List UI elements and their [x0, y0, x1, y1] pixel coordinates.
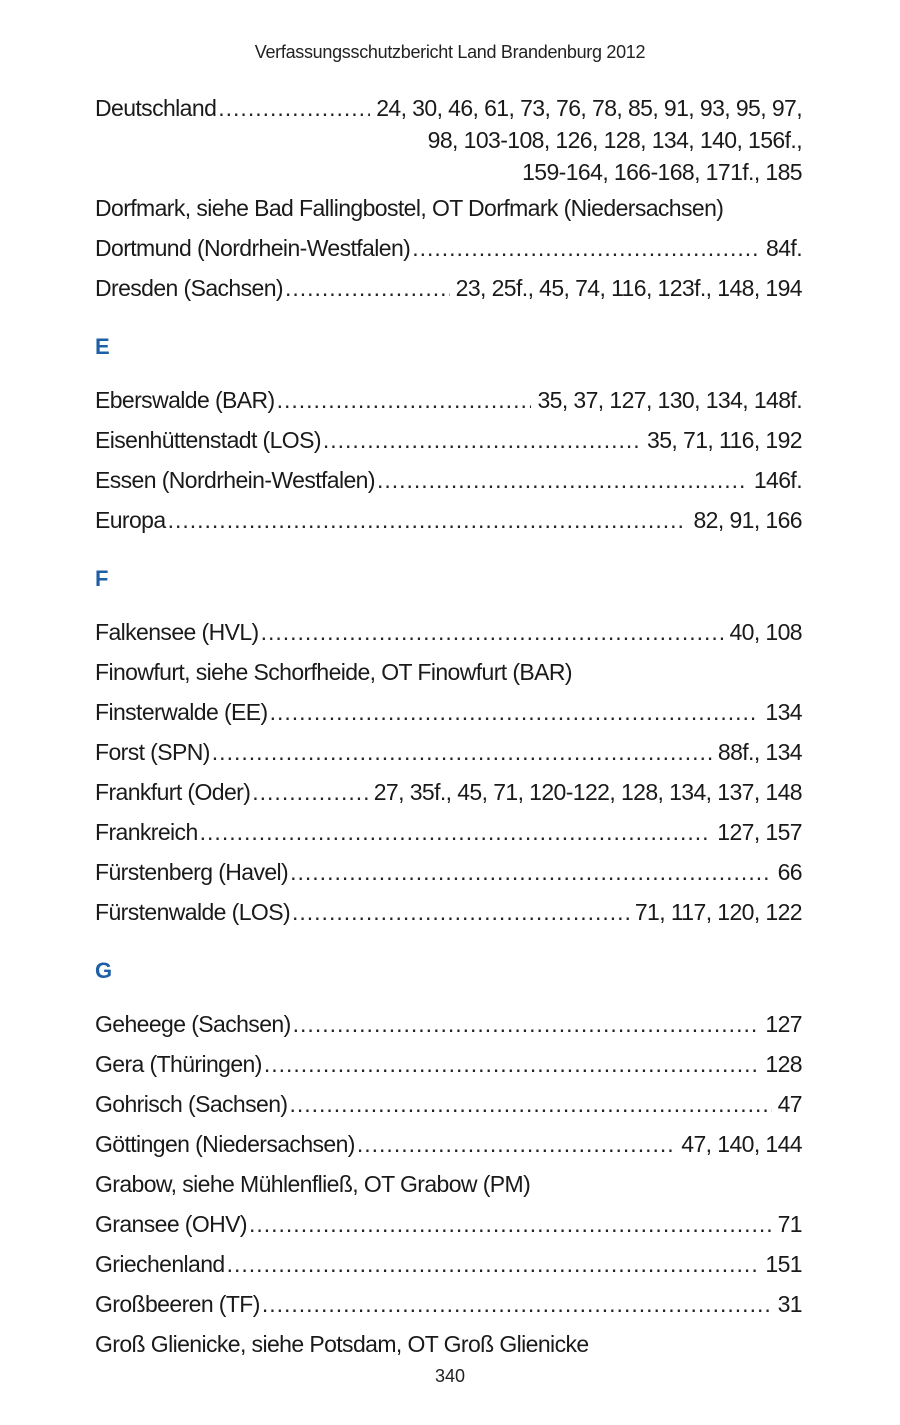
entry-name: Essen (Nordrhein-Westfalen): [95, 467, 375, 493]
index-entry: [95, 812, 802, 852]
dot-leader: [290, 852, 771, 892]
index-entry-crossref: Finowfurt, siehe Schorfheide, OT Finowfurt (BAR): [95, 659, 572, 685]
index-entry: [95, 1284, 802, 1324]
index-entry: [95, 1004, 802, 1044]
dot-leader: [412, 228, 760, 268]
index-entry: [95, 1044, 802, 1084]
index-entry-deutschland: [95, 88, 802, 188]
entry-name: Europa: [95, 507, 166, 533]
index-entry: [95, 892, 802, 932]
entry-pages: 47, 140, 144: [681, 1131, 802, 1157]
entry-pages: 66: [777, 859, 802, 885]
dot-leader: [218, 88, 370, 128]
index-entry: [95, 732, 802, 772]
index-entry: [95, 612, 802, 652]
entry-pages: 35, 71, 116, 192: [647, 427, 802, 453]
entry-name: Geheege (Sachsen): [95, 1011, 291, 1037]
entry-pages: 127, 157: [717, 819, 802, 845]
dot-leader: [323, 420, 641, 460]
pages-line: 159-164, 166-168, 171f., 185: [522, 159, 802, 185]
running-header: Verfassungsschutzbericht Land Brandenburg 2012: [254, 42, 646, 62]
dot-leader: [249, 1204, 772, 1244]
page-number: 340: [434, 1366, 466, 1386]
index-entry: [95, 460, 802, 500]
entry-name: Göttingen (Niedersachsen): [95, 1131, 355, 1157]
entry-name: Gransee (OHV): [95, 1211, 247, 1237]
dot-leader: [289, 1084, 771, 1124]
index-entry: [95, 380, 802, 420]
entry-name: Eberswalde (BAR): [95, 387, 275, 413]
entry-pages: 128: [765, 1051, 802, 1077]
entry-name: Falkensee (HVL): [95, 619, 259, 645]
index-entry: [95, 852, 802, 892]
index-entry: [95, 692, 802, 732]
index-entry-dortmund: [95, 228, 802, 268]
entry-pages: 146f.: [753, 467, 802, 493]
entry-pages: 84f.: [766, 235, 802, 261]
index-entry-crossref: Grabow, siehe Mühlenfließ, OT Grabow (PM): [95, 1171, 531, 1197]
entry-pages: 71, 117, 120, 122: [634, 899, 802, 925]
entry-name: Fürstenberg (Havel): [95, 859, 289, 885]
dot-leader: [285, 268, 450, 308]
entry-name: Dortmund (Nordrhein-Westfalen): [95, 235, 411, 261]
index-sections: [95, 334, 802, 1364]
entry-pages: 71: [777, 1211, 802, 1237]
entry-pages: 151: [765, 1251, 802, 1277]
entry-pages: 35, 37, 127, 130, 134, 148f.: [537, 387, 802, 413]
entry-name: Gohrisch (Sachsen): [95, 1091, 288, 1117]
entry-pages: 88f., 134: [717, 739, 802, 765]
pages-line: 24, 30, 46, 61, 73, 76, 78, 85, 91, 93, 95, 97,: [376, 95, 802, 121]
index-entry: [95, 772, 802, 812]
index-entry-dresden: [95, 268, 802, 308]
entry-name: Großbeeren (TF): [95, 1291, 260, 1317]
index-entry-crossref: Groß Glienicke, siehe Potsdam, OT Groß Glienicke: [95, 1331, 589, 1357]
dot-leader: [212, 732, 712, 772]
entry-name: Dresden (Sachsen): [95, 275, 283, 301]
entry-pages: 127: [765, 1011, 802, 1037]
section-letter-e: E: [95, 334, 110, 359]
entry-name: Eisenhüttenstadt (LOS): [95, 427, 321, 453]
entry-pages: 27, 35f., 45, 71, 120-122, 128, 134, 137, 148: [373, 779, 802, 805]
dot-leader: [264, 1044, 760, 1084]
dot-leader: [293, 1004, 760, 1044]
section-letter-g: G: [95, 958, 113, 983]
dot-leader: [168, 500, 688, 540]
index-entry: [95, 1124, 802, 1164]
entry-pages: [376, 88, 802, 188]
index-content: [95, 88, 802, 1364]
dot-leader: [277, 380, 532, 420]
dot-leader: [227, 1244, 760, 1284]
dot-leader: [261, 612, 724, 652]
entry-pages: 31: [777, 1291, 802, 1317]
entry-name: Forst (SPN): [95, 739, 210, 765]
entry-name: Griechenland: [95, 1251, 225, 1277]
entry-pages: 82, 91, 166: [693, 507, 802, 533]
entry-pages: 40, 108: [729, 619, 802, 645]
index-entry: [95, 1244, 802, 1284]
pages-line: 98, 103-108, 126, 128, 134, 140, 156f.,: [427, 127, 802, 153]
entry-name: Frankfurt (Oder): [95, 779, 251, 805]
index-entry: [95, 500, 802, 540]
dot-leader: [200, 812, 712, 852]
dot-leader: [252, 772, 367, 812]
dot-leader: [270, 692, 760, 732]
dot-leader: [292, 892, 629, 932]
entry-name: Gera (Thüringen): [95, 1051, 262, 1077]
index-entry: [95, 1084, 802, 1124]
entry-name: Frankreich: [95, 819, 198, 845]
entry-pages: 134: [765, 699, 802, 725]
entry-name: Deutschland: [95, 95, 217, 121]
dot-leader: [357, 1124, 675, 1164]
entry-name: Fürstenwalde (LOS): [95, 899, 290, 925]
section-letter-f: F: [95, 566, 109, 591]
index-entry-dorfmark: Dorfmark, siehe Bad Fallingbostel, OT Dorfmark (Niedersachsen): [95, 195, 724, 221]
entry-pages: 47: [777, 1091, 802, 1117]
dot-leader: [377, 460, 748, 500]
entry-name: Finsterwalde (EE): [95, 699, 268, 725]
dot-leader: [262, 1284, 772, 1324]
entry-pages: 23, 25f., 45, 74, 116, 123f., 148, 194: [455, 275, 802, 301]
index-entry: [95, 1204, 802, 1244]
index-entry: [95, 420, 802, 460]
